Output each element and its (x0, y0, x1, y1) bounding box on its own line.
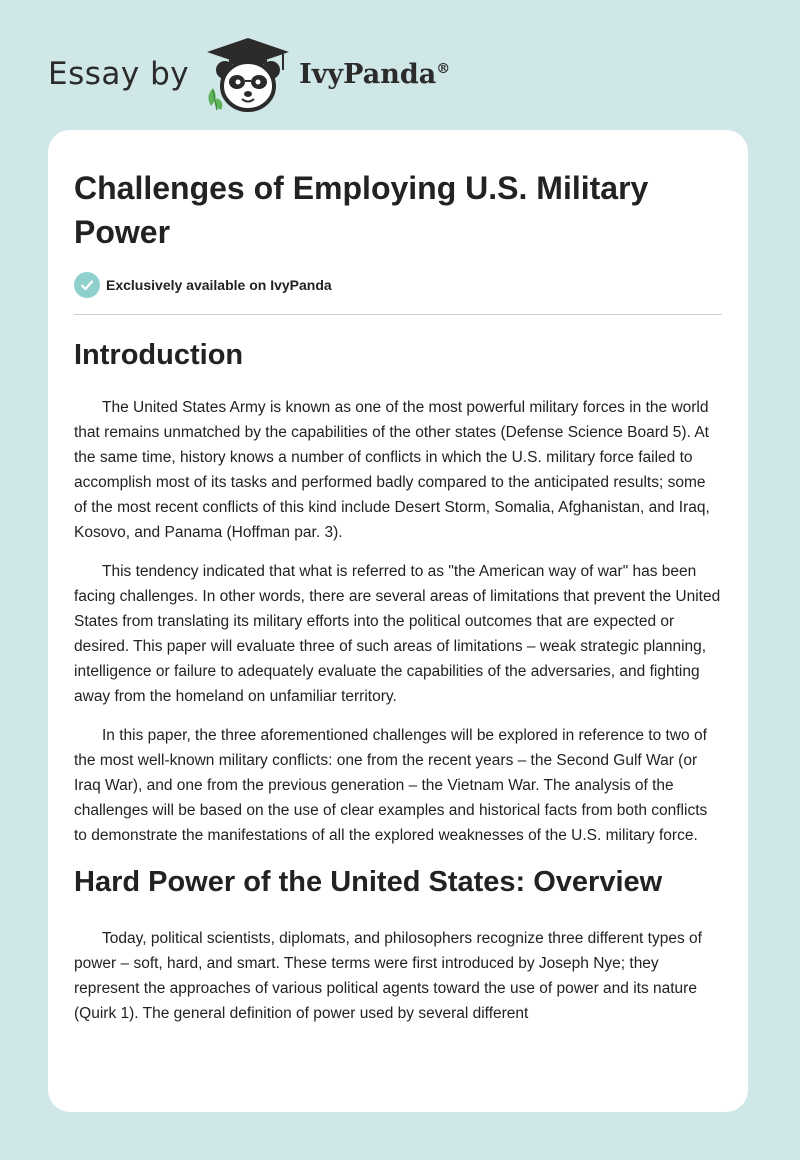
check-circle-icon (74, 272, 100, 298)
registered-mark: ® (436, 60, 451, 77)
essay-card (48, 130, 748, 1112)
paragraph: In this paper, the three aforementioned challenges will be explored in reference to two of the most well-known military conflicts: one from the recent years – the Second Gulf War (or Iraq War), and one from the previous generation – the Vietnam War. The analysis of the challenges will be based on the use of clear examples and historical facts from both conflicts to demonstrate the manifestations of all the explored weaknesses of the U.S. military force. (74, 727, 708, 844)
paragraph: This tendency indicated that what is referred to as "the American way of war" has been facing challenges. In other words, there are several areas of limitations that prevent the United States from translating its military efforts into the political outcomes that are expected or desired. This paper will evaluate three of such areas of limitations – weak strategic planning, intelligence or failure to adequately evaluate the capabilities of the adversaries, and fighting away from the homeland on unfamiliar territory. (74, 563, 721, 705)
section-heading-hard-power: Hard Power of the United States: Overview (74, 866, 663, 898)
exclusive-badge (74, 272, 722, 315)
section-heading-introduction: Introduction (74, 339, 244, 371)
checkmark-icon (80, 278, 94, 292)
brand-header[interactable] (48, 34, 450, 114)
brand-prefix: Essay by (48, 56, 190, 92)
paragraph: Today, political scientists, diplomats, and philosophers recognize three different types of power – soft, hard, and smart. These terms were first introduced by Joseph Nye; they represent the approaches of various political agents toward the use of power and its nature (Quirk 1). The general definition of power used by several different (74, 930, 702, 1022)
essay-title: Challenges of Employing U.S. Military Power (74, 170, 649, 250)
brand-name: IvyPanda® (299, 58, 451, 90)
badge-text: Exclusively available on IvyPanda (106, 277, 332, 293)
paragraph: The United States Army is known as one of the most powerful military forces in the world that remains unmatched by the capabilities of the other states (Defense Science Board 5). At the same time, history knows a number of conflicts in which the U.S. military force failed to accomplish most of its tasks and performed badly compared to the anticipated results; some of the most recent conflicts of this kind include Desert Storm, Somalia, Afghanistan, and Iraq, Kosovo, and Panama (Hoffman par. 3). (74, 399, 710, 541)
panda-logo-icon (203, 36, 293, 112)
